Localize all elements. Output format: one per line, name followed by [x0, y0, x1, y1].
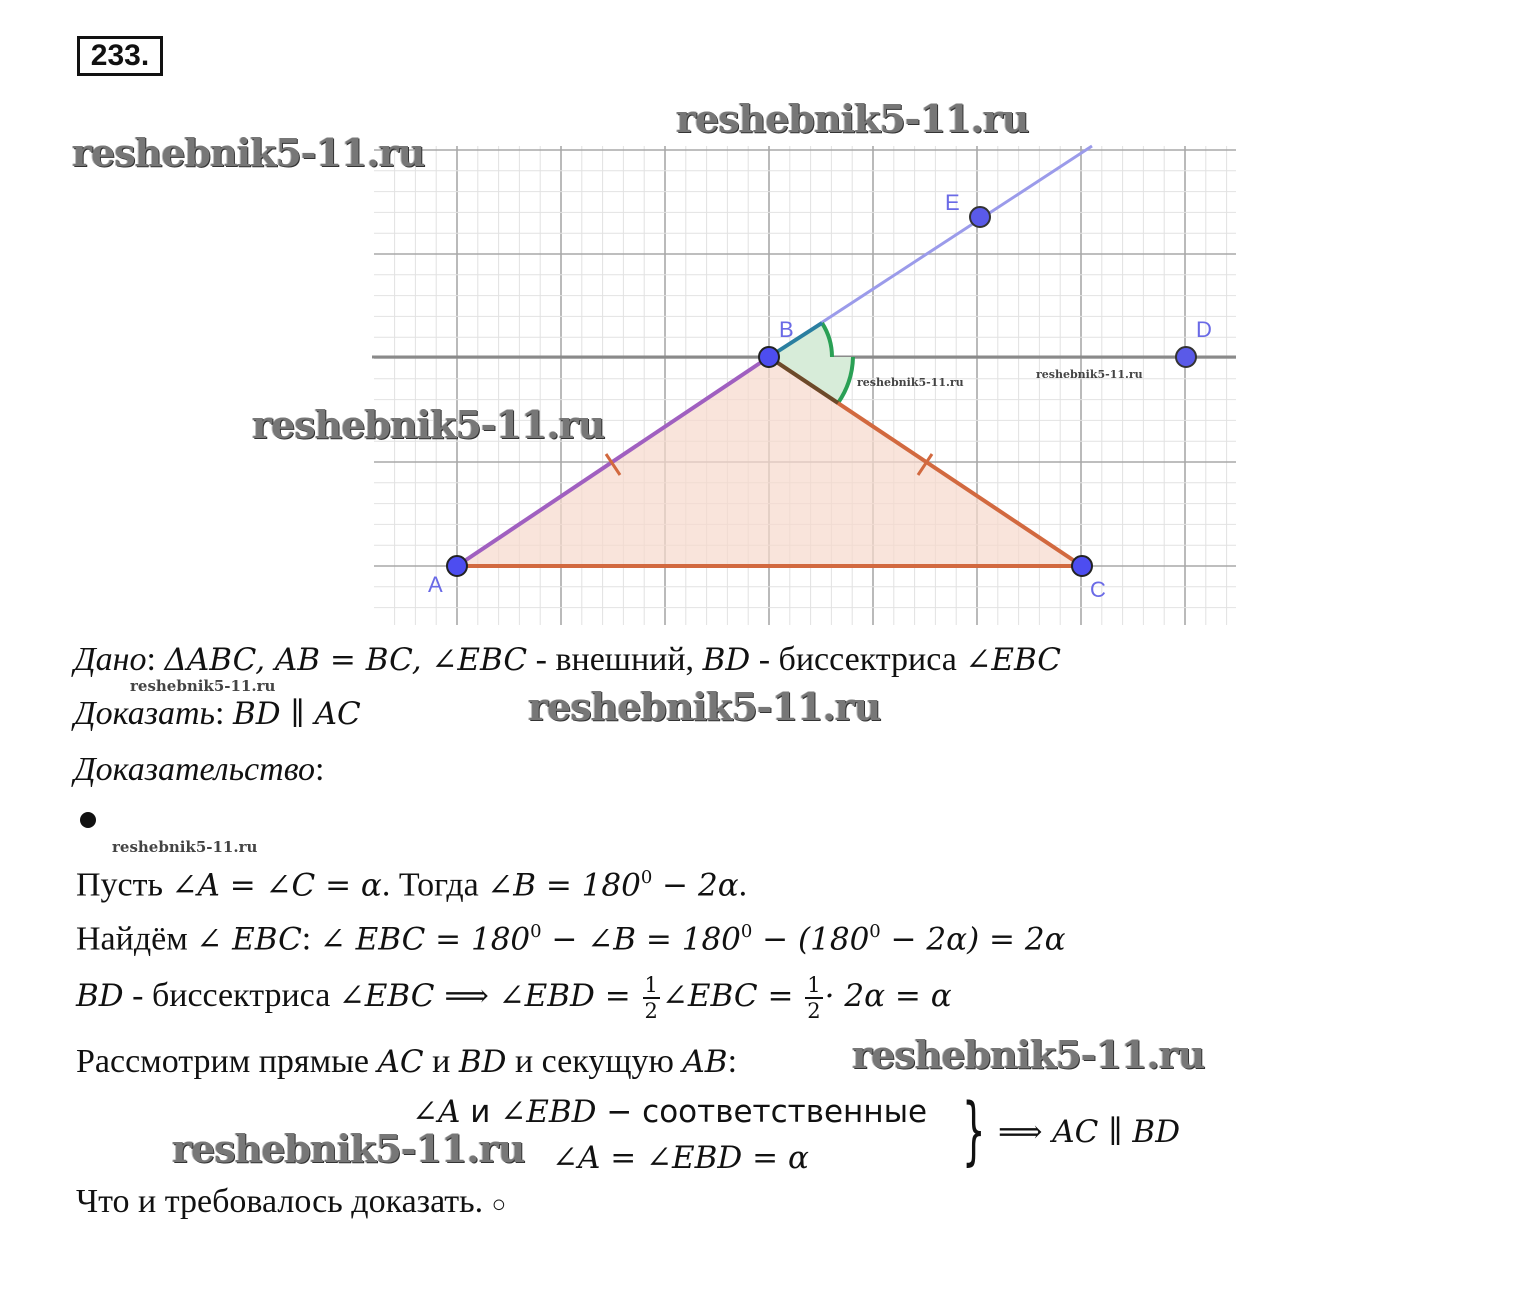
given-math: ΔABC, AB = BC, ∠EBC: [164, 642, 528, 678]
point-a: [447, 556, 467, 576]
system-line-1: ∠A и ∠EBD − соответственные: [412, 1094, 928, 1130]
watermark: reshebnik5-11.ru: [172, 1126, 525, 1171]
qed-mark: ○: [491, 1192, 507, 1218]
watermark: reshebnik5-11.ru: [130, 677, 276, 695]
conclusion: ⟹ AC ∥ BD: [998, 1114, 1181, 1150]
watermark: reshebnik5-11.ru: [852, 1032, 1205, 1077]
proof-line-2: Найдём ∠ EBC: ∠ EBC = $180^0$ − ∠B = $180^0 - (180^0 - 2\alpha) = 2\alpha$: [76, 920, 1066, 958]
point-d: [1176, 347, 1196, 367]
watermark: reshebnik5-11.ru: [857, 376, 964, 389]
point-b: [759, 347, 779, 367]
point-c: [1072, 556, 1092, 576]
label-e: E: [945, 190, 960, 215]
brace: }: [962, 1088, 986, 1174]
problem-number: 233.: [77, 36, 163, 76]
prove-math: BD ∥ AC: [232, 696, 361, 732]
proof-line-4: Рассмотрим прямые AC и BD и секущую AB:: [76, 1043, 738, 1080]
watermark: reshebnik5-11.ru: [676, 96, 1029, 141]
proof-label-line: Доказательство:: [74, 751, 325, 788]
prove-line: Доказать: BD ∥ AC: [74, 695, 361, 732]
watermark: reshebnik5-11.ru: [1036, 368, 1143, 381]
watermark: reshebnik5-11.ru: [72, 130, 425, 175]
fraction-half: $\frac{1}{2}$: [644, 973, 658, 1024]
qed-line: Что и требовалось доказать. ○: [76, 1183, 507, 1220]
given-label: Дано: [74, 641, 147, 678]
prove-label: Доказать: [74, 695, 215, 732]
watermark: reshebnik5-11.ru: [528, 684, 881, 729]
fraction-half: $\frac{1}{2}$: [807, 973, 821, 1024]
point-e: [970, 207, 990, 227]
label-d: D: [1196, 317, 1212, 342]
bullet: [80, 812, 96, 828]
system-line-2: ∠A = ∠EBD = α: [552, 1140, 809, 1176]
label-c: C: [1090, 577, 1106, 602]
given-line: Дано: ΔABC, AB = BC, ∠EBC - внешний, BD - биссектриса ∠EBC: [74, 641, 1062, 678]
proof-line-3: BD - биссектриса ∠EBC ⟹ ∠EBD = $\frac{1}{2}$ ∠EBC = $\frac{1}{2}$ · 2α = α: [76, 973, 952, 1024]
label-a: A: [428, 572, 443, 597]
proof-label: Доказательство: [74, 751, 316, 788]
watermark: reshebnik5-11.ru: [252, 402, 605, 447]
label-b: B: [779, 317, 794, 342]
watermark: reshebnik5-11.ru: [112, 838, 258, 856]
proof-line-1: Пусть ∠A = ∠C = α. Тогда ∠B = $180^0 - 2\alpha$.: [76, 866, 748, 904]
